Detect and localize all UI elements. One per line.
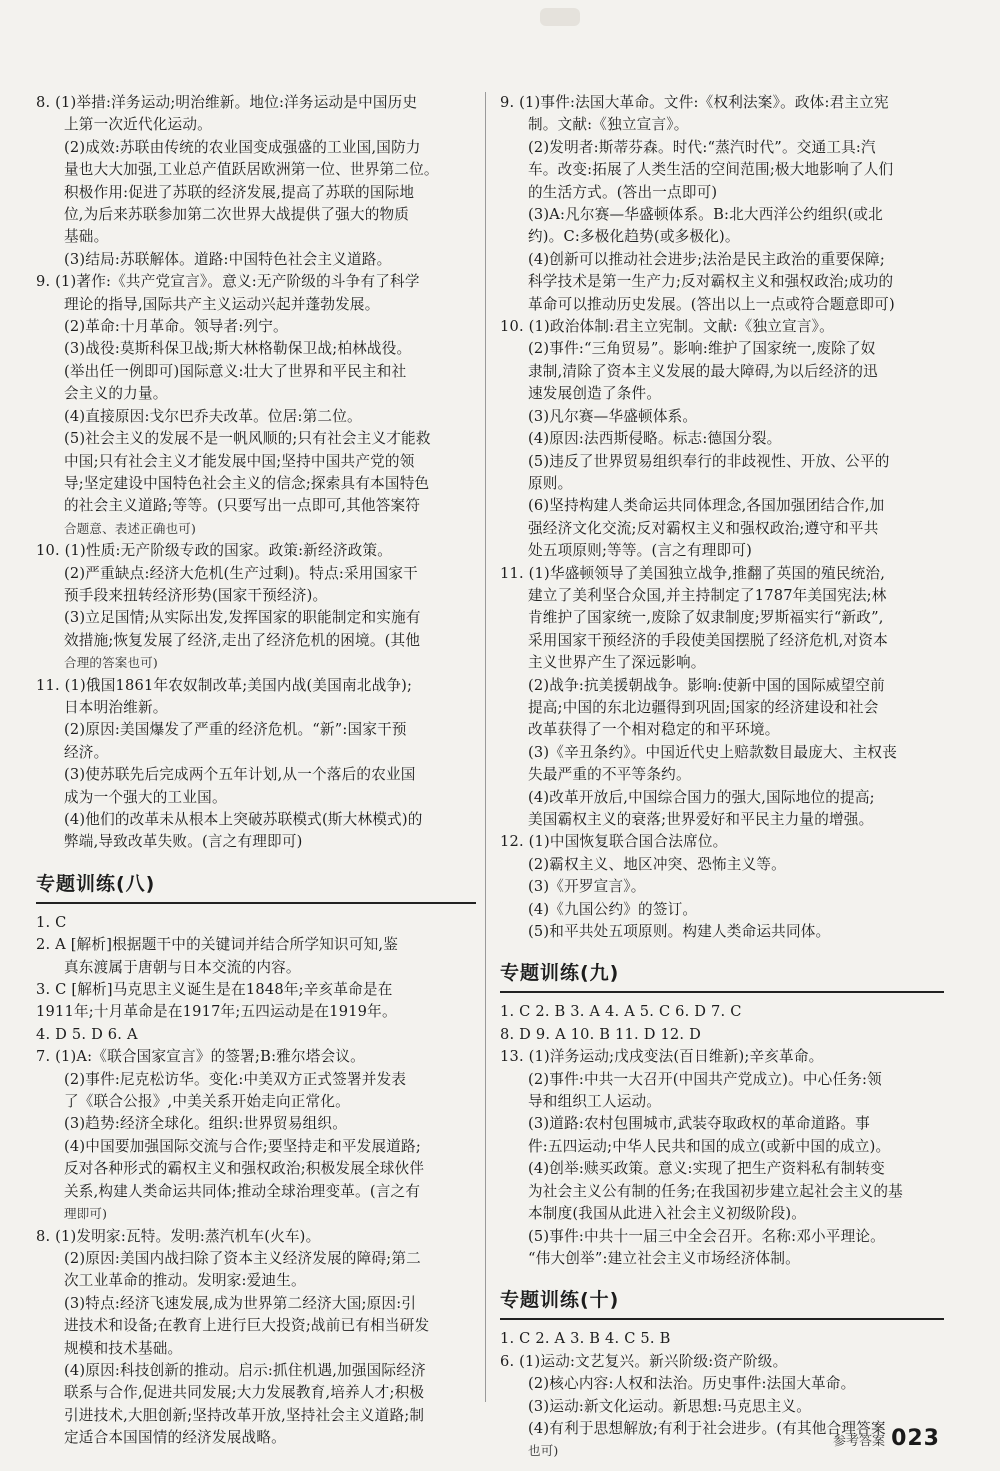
answer-line: (3)趋势:经济全球化。组织:世界贸易组织。 (64, 1115, 348, 1133)
answer-line: 11. (1)俄国1861年农奴制改革;美国内战(美国南北战争); (36, 676, 413, 694)
answer-line: 次工业革命的推动。发明家:爱迪生。 (64, 1272, 306, 1290)
answer-line: (3)特点:经济飞速发展,成为世界第二经济大国;原因:引 (64, 1294, 417, 1312)
answer-line: 采用国家干预经济的手段使美国摆脱了经济危机,对资本 (528, 631, 888, 649)
answer-line: 关系,构建人类命运共同体;推动全球治理变革。(言之有 (64, 1182, 421, 1200)
answer-line: 1. C 2. B 3. A 4. A 5. C 6. D 7. C (500, 1003, 742, 1021)
answer-line: 真东渡属于唐朝与日本交流的内容。 (64, 958, 301, 976)
answer-line: 8. (1)发明家:瓦特。发明:蒸汽机车(火车)。 (36, 1227, 321, 1245)
answer-line: (3)凡尔赛—华盛顿体系。 (528, 407, 698, 425)
answer-line: (2)原因:美国内战扫除了资本主义经济发展的障碍;第二 (64, 1249, 421, 1267)
answer-line: (2)核心内容:人权和法治。历史事件:法国大革命。 (528, 1375, 856, 1393)
answer-line: (2)霸权主义、地区冲突、恐怖主义等。 (528, 855, 786, 873)
answer-line: 2. A [解析]根据题干中的关键词并结合所学知识可知,鉴 (36, 936, 399, 954)
answer-line: 12. (1)中国恢复联合国合法席位。 (500, 833, 728, 851)
answer-line: 8. D 9. A 10. B 11. D 12. D (500, 1025, 701, 1043)
answer-line: 为社会主义公有制的任务;在我国初步建立起社会主义的基 (528, 1182, 903, 1200)
answer-line: 导;坚定建设中国特色社会主义的信念;探索具有本国特色 (64, 474, 430, 492)
answer-line: 隶制,清除了资本主义发展的最大障碍,为以后经济的迅 (528, 362, 878, 380)
answer-line: (3)运动:新文化运动。新思想:马克思主义。 (528, 1397, 812, 1415)
answer-line: 了《联合公报》,中美关系开始走向正常化。 (64, 1093, 350, 1111)
answer-line: 导和组织工人运动。 (528, 1093, 662, 1111)
answer-line: 效措施;恢复发展了经济,走出了经济危机的困境。(其他 (64, 631, 421, 649)
answer-line: 4. D 5. D 6. A (36, 1025, 138, 1043)
answer-line: (4)原因:科技创新的推动。启示:抓住机遇,加强国际经济 (64, 1361, 426, 1379)
answer-line: 9. (1)事件:法国大革命。文件:《权利法案》。政体:君主立宪 (500, 94, 889, 111)
answer-line: 原则。 (528, 474, 573, 492)
answer-line: 6. (1)运动:文艺复兴。新兴阶级:资产阶级。 (500, 1352, 788, 1370)
answer-line: 8. (1)举措:洋务运动;明治维新。地位:洋务运动是中国历史 (36, 94, 418, 111)
answer-line: 制。文献:《独立宣言》。 (528, 116, 689, 134)
answer-line: (3)《开罗宣言》。 (528, 878, 646, 896)
answer-line: 13. (1)洋务运动;戊戌变法(百日维新);辛亥革命。 (500, 1048, 824, 1066)
answer-line: 美国霸权主义的衰落;世界爱好和平民主力量的增强。 (528, 811, 874, 828)
answer-line: 科学技术是第一生产力;反对霸权主义和强权政治;成功的 (528, 273, 894, 291)
section-title: 专题训练(十) (500, 1289, 620, 1312)
answer-line: (6)坚持构建人类命运共同体理念,各国加强团结合作,加 (528, 497, 885, 515)
answer-line: 积极作用:促进了苏联的经济发展,提高了苏联的国际地 (64, 183, 415, 201)
answers-block-right (500, 92, 944, 943)
answer-line: 中国;只有社会主义才能发展中国;坚持中国共产党的领 (64, 452, 415, 470)
answer-line: (2)严重缺点:经济大危机(生产过剩)。特点:采用国家干 (64, 564, 418, 582)
answer-line: 处五项原则;等等。(言之有理即可) (528, 542, 753, 560)
answer-line: 反对各种形式的霸权主义和强权政治;积极发展全球伙伴 (64, 1160, 425, 1178)
answer-line: (3)使苏联先后完成两个五年计划,从一个落后的农业国 (64, 766, 416, 784)
answer-line: (2)革命:十月革命。领导者:列宁。 (64, 318, 288, 336)
left-column (36, 92, 476, 1450)
page-footer (833, 1426, 940, 1451)
answer-line: 的生活方式。(答出一点即可) (528, 183, 718, 201)
answer-line: (3)道路:农村包围城市,武装夺取政权的革命道路。事 (528, 1115, 870, 1133)
answer-line: (3)A:凡尔赛—华盛顿体系。B:北大西洋公约组织(或北 (528, 206, 883, 224)
answer-line: 失最严重的不平等条约。 (528, 766, 691, 784)
section-header-8 (36, 870, 476, 904)
answer-line: (5)违反了世界贸易组织奉行的非歧视性、开放、公平的 (528, 452, 890, 470)
answer-line: 1911年;十月革命是在1917年;五四运动是在1919年。 (36, 1003, 397, 1021)
answer-line: 定适合本国国情的经济发展战略。 (64, 1429, 286, 1447)
answer-line: 基础。 (64, 228, 109, 246)
answer-line: 10. (1)性质:无产阶级专政的国家。政策:新经济政策。 (36, 542, 393, 560)
answer-line: 革命可以推动历史发展。(答出以上一点或符合题意即可) (528, 295, 895, 313)
answer-line: 也可) (528, 1443, 559, 1459)
answer-line: (举出任一例即可)国际意义:壮大了世界和平民主和社 (64, 362, 407, 380)
answer-line: 速发展创造了条件。 (528, 385, 662, 403)
answer-line: 建立了美利坚合众国,并主持制定了1787年美国宪法;林 (528, 586, 887, 604)
answer-line: 引进技术,大胆创新;坚持改革开放,坚持社会主义道路;制 (64, 1406, 425, 1424)
section-8-answers (36, 912, 476, 1450)
section-title: 专题训练(八) (36, 872, 156, 895)
answer-line: 改革获得了一个相对稳定的和平环境。 (528, 721, 780, 739)
answer-line: (4)原因:法西斯侵略。标志:德国分裂。 (528, 430, 782, 448)
answer-line: 件:五四运动;中华人民共和国的成立(或新中国的成立)。 (528, 1137, 891, 1155)
answer-line: (4)直接原因:戈尔巴乔夫改革。位居:第二位。 (64, 407, 362, 425)
column-divider (485, 92, 486, 1402)
answer-line: (2)原因:美国爆发了严重的经济危机。“新”:国家干预 (64, 721, 407, 739)
page-number: 023 (891, 1426, 940, 1451)
answer-line: 弊端,导致改革失败。(言之有理即可) (64, 833, 303, 851)
footer-label: 参考答案 (833, 1434, 886, 1449)
answer-line: (2)事件:“三角贸易”。影响:维护了国家统一,废除了奴 (528, 340, 876, 358)
answer-line: (2)成效:苏联由传统的农业国变成强盛的工业国,国防力 (64, 138, 421, 156)
answer-line: 主义世界产生了深远影响。 (528, 654, 706, 672)
answer-line: 1. C 2. A 3. B 4. C 5. B (500, 1330, 671, 1348)
answer-line: (4)《九国公约》的签订。 (528, 900, 698, 918)
answer-line: 联系与合作,促进共同发展;大力发展教育,培养人才;积极 (64, 1384, 425, 1402)
answer-line: 日本明治维新。 (64, 698, 168, 716)
answer-line: 的社会主义道路;等等。(只要写出一点即可,其他答案符 (64, 497, 421, 515)
answer-line: 经济。 (64, 743, 109, 761)
answer-line: (3)《辛丑条约》。中国近代史上赔款数目最庞大、主权丧 (528, 743, 898, 761)
answer-line: 会主义的力量。 (64, 385, 168, 403)
answer-line: 强经济文化交流;反对霸权主义和强权政治;遵守和平共 (528, 519, 879, 537)
answer-line: (4)创举:赎买政策。意义:实现了把生产资料私有制转变 (528, 1160, 885, 1178)
section-title: 专题训练(九) (500, 962, 620, 985)
right-column (500, 92, 944, 1463)
answer-line: (3)结局:苏联解体。道路:中国特色社会主义道路。 (64, 250, 392, 268)
answer-line: 车。改变:拓展了人类生活的空间范围;极大地影响了人们 (528, 161, 894, 179)
answer-line: 量也大大加强,工业总产值跃居欧洲第一位、世界第二位。 (64, 161, 439, 179)
answer-line: (4)中国要加强国际交流与合作;要坚持走和平发展道路; (64, 1137, 421, 1155)
answer-line: (4)有利于思想解放;有利于社会进步。(有其他合理答案 (528, 1419, 886, 1437)
answer-line: 3. C [解析]马克思主义诞生是在1848年;辛亥革命是在 (36, 981, 393, 999)
answer-line: 本制度(我国从此进入社会主义初级阶段)。 (528, 1205, 807, 1223)
answer-line: 成为一个强大的工业国。 (64, 788, 227, 806)
answer-line: 11. (1)华盛顿领导了美国独立战争,推翻了英国的殖民统治, (500, 564, 886, 582)
answer-line: (4)创新可以推动社会进步;法治是民主政治的重要保障; (528, 250, 885, 268)
answer-line: 肯维护了国家统一,废除了奴隶制度;罗斯福实行“新政”, (528, 609, 884, 627)
answer-line: 约)。C:多极化趋势(或多极化)。 (528, 228, 740, 246)
section-header-9 (500, 959, 944, 993)
answer-line: 合题意、表述正确也可) (64, 520, 197, 536)
answer-line: (2)事件:中共一大召开(中国共产党成立)。中心任务:领 (528, 1070, 882, 1088)
answer-line: (4)改革开放后,中国综合国力的强大,国际地位的提高; (528, 788, 875, 806)
answer-line: 1. C (36, 913, 67, 931)
scan-mark (540, 8, 580, 26)
answer-line: (3)战役:莫斯科保卫战;斯大林格勒保卫战;柏林战役。 (64, 340, 412, 358)
answer-line: 提高;中国的东北边疆得到巩固;国家的经济建设和社会 (528, 698, 879, 716)
answer-line: (5)和平共处五项原则。构建人类命运共同体。 (528, 923, 831, 941)
section-9-answers (500, 1001, 944, 1270)
answer-line: (5)事件:中共十一届三中全会召开。名称:邓小平理论。 (528, 1227, 885, 1245)
answers-block-left (36, 92, 476, 854)
answer-line: 进技术和设备;在教育上进行巨大投资;战前已有相当研发 (64, 1317, 430, 1335)
answer-line: 理即可) (64, 1206, 108, 1222)
answer-line: 预手段来扭转经济形势(国家干预经济)。 (64, 586, 328, 604)
answer-line: (2)事件:尼克松访华。变化:中美双方正式签署并发表 (64, 1070, 407, 1088)
answer-line: (4)他们的改革未从根本上突破苏联模式(斯大林模式)的 (64, 811, 423, 828)
answer-line: (3)立足国情;从实际出发,发挥国家的职能制定和实施有 (64, 609, 421, 627)
answer-line: “伟大创举”:建立社会主义市场经济体制。 (528, 1249, 800, 1267)
answer-line: (2)战争:抗美援朝战争。影响:使新中国的国际威望空前 (528, 676, 885, 694)
answer-line: 规模和技术基础。 (64, 1339, 183, 1357)
answer-line: 合理的答案也可) (64, 655, 158, 671)
answer-line: (2)发明者:斯蒂芬森。时代:“蒸汽时代”。交通工具:汽 (528, 138, 876, 156)
answer-line: 9. (1)著作:《共产党宣言》。意义:无产阶级的斗争有了科学 (36, 273, 420, 291)
answer-line: 位,为后来苏联参加第二次世界大战提供了强大的物质 (64, 206, 410, 224)
answer-line: (5)社会主义的发展不是一帆风顺的;只有社会主义才能救 (64, 430, 431, 448)
answer-line: 10. (1)政治体制:君主立宪制。文献:《独立宣言》。 (500, 318, 834, 336)
section-header-10 (500, 1286, 944, 1320)
answer-line: 上第一次近代化运动。 (64, 116, 212, 134)
answer-line: 理论的指导,国际共产主义运动兴起并蓬勃发展。 (64, 295, 380, 313)
answer-line: 7. (1)A:《联合国家宣言》的签署;B:雅尔塔会议。 (36, 1048, 365, 1066)
